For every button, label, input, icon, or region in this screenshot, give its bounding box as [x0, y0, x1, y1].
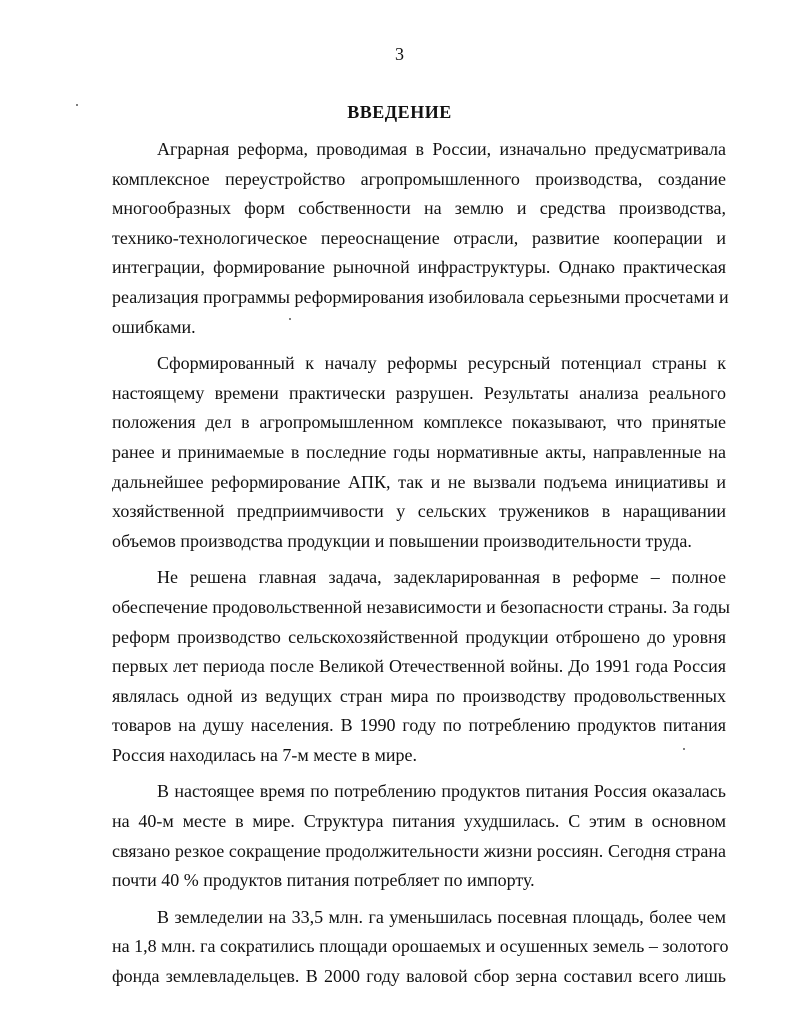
paragraph: [112, 349, 726, 556]
text-line: настоящему времени практически разрушен. Результаты анализа реального: [112, 382, 726, 403]
text-line: Не решена главная задача, задекларированная в реформе – полное: [157, 567, 726, 588]
text-line: на 1,8 млн. га сократились площади орошаемых и осушенных земель – золотого: [112, 936, 729, 957]
paragraph: [112, 135, 729, 342]
text-line: почти 40 % продуктов питания потребляет по импорту.: [112, 870, 535, 891]
text-line: ошибками.: [112, 316, 196, 337]
text-line: объемов производства продукции и повышении производительности труда.: [112, 530, 692, 551]
text-line: реализация программы реформирования изобиловала серьезными просчетами и: [112, 286, 729, 307]
scan-speck: [289, 318, 291, 320]
text-line: обеспечение продовольственной независимости и безопасности страны. За годы: [112, 596, 730, 617]
text-line: интеграции, формирование рыночной инфраструктуры. Однако практическая: [112, 257, 726, 278]
paragraph: [112, 903, 729, 992]
text-line: положения дел в агропромышленном комплексе показывают, что принятые: [112, 412, 726, 433]
text-line: В настоящее время по потреблению продуктов питания Россия оказалась: [157, 781, 726, 802]
text-line: технико-технологическое переоснащение отрасли, развитие кооперации и: [112, 227, 726, 248]
text-line: ранее и принимаемые в последние годы нормативные акты, направленные на: [112, 441, 726, 462]
page-number: 3: [395, 44, 404, 64]
paragraph: [112, 563, 730, 770]
text-line: первых лет периода после Великой Отечественной войны. До 1991 года Россия: [112, 656, 726, 677]
text-line: товаров на душу населения. В 1990 году по потреблению продуктов питания: [112, 715, 726, 736]
text-line: многообразных форм собственности на землю и средства производства,: [112, 198, 726, 219]
scan-speck: [683, 748, 685, 750]
text-line: связано резкое сокращение продолжительности жизни россиян. Сегодня страна: [112, 840, 726, 861]
paragraph: [112, 777, 726, 895]
text-line: Аграрная реформа, проводимая в России, изначально предусматривала: [157, 139, 726, 159]
text-line: Россия находилась на 7-м месте в мире.: [112, 744, 417, 765]
text-line: на 40-м месте в мире. Структура питания ухудшилась. С этим в основном: [112, 811, 726, 832]
text-line: В земледелии на 33,5 млн. га уменьшилась посевная площадь, более чем: [157, 906, 726, 927]
text-line: Сформированный к началу реформы ресурсный потенциал страны к: [157, 353, 726, 374]
text-line: являлась одной из ведущих стран мира по производству продовольственных: [112, 685, 726, 706]
text-line: хозяйственной предприимчивости у сельских тружеников в наращивании: [112, 501, 726, 522]
body-text: [112, 135, 730, 999]
scan-speck: [76, 104, 78, 106]
text-line: дальнейшее реформирование АПК, так и не вызвали подъема инициативы и: [112, 471, 726, 492]
text-line: реформ производство сельскохозяйственной продукции отброшено до уровня: [112, 626, 726, 647]
section-heading: ВВЕДЕНИЕ: [347, 102, 452, 122]
text-line: фонда землевладельцев. В 2000 году валовой сбор зерна составил всего лишь: [112, 966, 726, 987]
text-line: комплексное переустройство агропромышленного производства, создание: [112, 168, 726, 189]
